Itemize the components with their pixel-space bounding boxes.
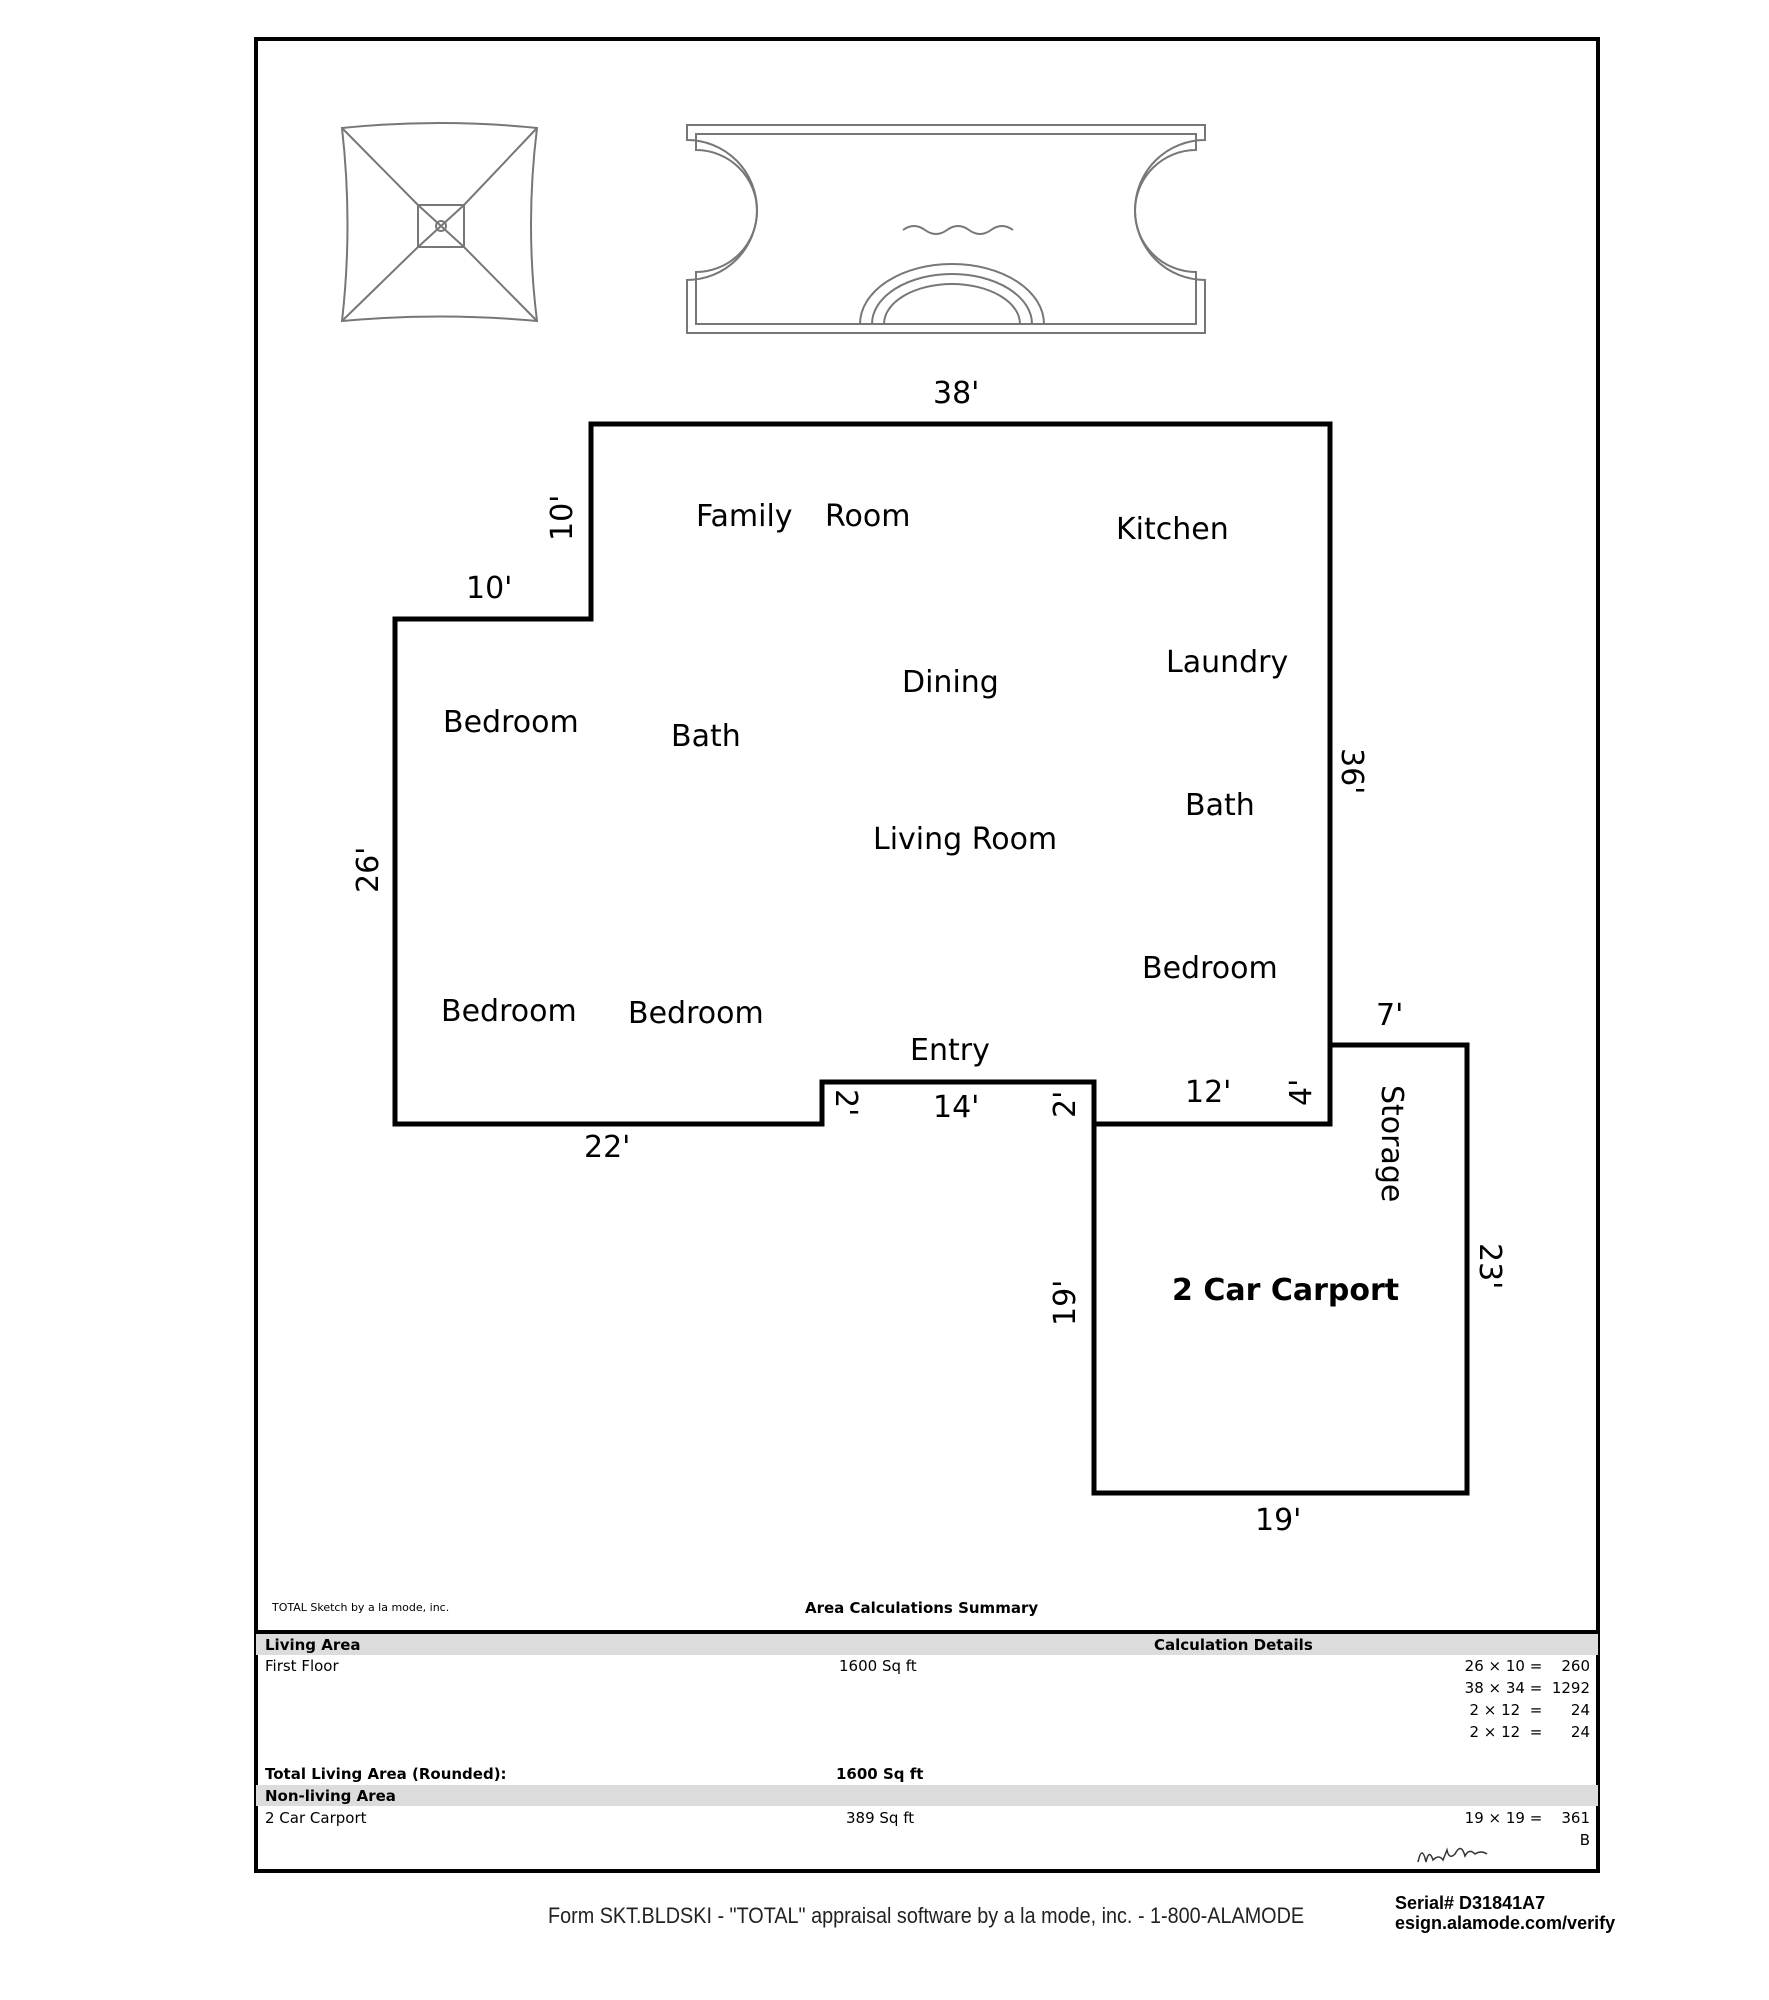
total-living-row	[256, 1763, 1598, 1784]
dimension-left-upper-horizontal: 10'	[466, 571, 513, 606]
page-border	[256, 39, 1598, 1871]
room-label-family: Family	[696, 499, 793, 534]
room-label-kitchen: Kitchen	[1116, 512, 1229, 547]
living-area-label: Living Area	[265, 1636, 361, 1654]
calc-line: 2 × 12 = 24	[1469, 1701, 1590, 1719]
dimension-carport-left: 19'	[1048, 1279, 1083, 1326]
total-living-value: 1600 Sq ft	[836, 1765, 924, 1783]
calc-line: 26 × 10 = 260	[1464, 1657, 1590, 1675]
dimension-small-vertical: 4'	[1284, 1078, 1319, 1106]
first-floor-value: 1600 Sq ft	[839, 1657, 917, 1675]
first-floor-row	[256, 1655, 1598, 1676]
non-living-label: Non-living Area	[265, 1787, 396, 1805]
room-label-living-room: Living Room	[873, 822, 1058, 857]
room-label-bedroom-left-top: Bedroom	[443, 705, 579, 740]
room-label-dining: Dining	[902, 665, 999, 700]
swimming-pool-icon	[687, 125, 1205, 333]
living-area-header-row	[256, 1634, 1598, 1655]
calc-line: 2 × 12 = 24	[1469, 1723, 1590, 1741]
dimension-bottom-left: 22'	[584, 1130, 631, 1165]
brand-small-text: TOTAL Sketch by a la mode, inc.	[272, 1601, 450, 1614]
footer-form-text: Form SKT.BLDSKI - "TOTAL" appraisal software by a la mode, inc. - 1-800-ALAMODE	[548, 1903, 1305, 1928]
carport-calc-line: 19 × 19 = 361	[1464, 1809, 1590, 1827]
dimension-notch-right: 2'	[1048, 1090, 1083, 1118]
carport-calc-partial: B	[1579, 1831, 1590, 1849]
carport-area-label: 2 Car Carport	[265, 1809, 367, 1827]
gazebo-roof-icon	[342, 123, 537, 321]
verify-link[interactable]: esign.alamode.com/verify	[1395, 1913, 1616, 1933]
room-label-room: Room	[825, 499, 911, 534]
room-label-bedroom-right: Bedroom	[1142, 951, 1278, 986]
room-label-bedroom-left-bottom: Bedroom	[441, 994, 577, 1029]
dimension-left: 26'	[351, 846, 386, 893]
dimension-bottom-right: 12'	[1185, 1075, 1232, 1110]
dimension-carport-right: 23'	[1472, 1243, 1507, 1290]
room-label-bath-left: Bath	[671, 719, 741, 754]
non-living-header-row	[256, 1785, 1598, 1806]
calc-details-label: Calculation Details	[1154, 1636, 1313, 1654]
room-label-bedroom-center-bottom: Bedroom	[628, 996, 764, 1031]
first-floor-label: First Floor	[265, 1657, 339, 1675]
total-living-label: Total Living Area (Rounded):	[265, 1765, 507, 1783]
serial-block	[1395, 1893, 1615, 1933]
calc-line: 38 × 34 = 1292	[1464, 1679, 1590, 1697]
dimension-right: 36'	[1334, 748, 1369, 795]
room-label-bath-right: Bath	[1185, 788, 1255, 823]
dimension-left-upper-vertical: 10'	[545, 494, 580, 541]
dimension-notch-left: 2'	[828, 1089, 863, 1117]
room-label-entry: Entry	[910, 1033, 990, 1068]
dimension-carport-bottom: 19'	[1255, 1503, 1302, 1538]
dimension-storage-top: 7'	[1376, 998, 1404, 1033]
dimension-top: 38'	[933, 376, 980, 411]
room-label-storage: Storage	[1374, 1085, 1409, 1203]
summary-title: Area Calculations Summary	[805, 1599, 1039, 1617]
room-label-laundry: Laundry	[1166, 645, 1289, 680]
dimension-notch-bottom: 14'	[933, 1090, 980, 1125]
room-label-carport: 2 Car Carport	[1172, 1273, 1400, 1308]
carport-outline	[1094, 1045, 1467, 1493]
area-summary-table	[256, 1632, 1598, 1871]
carport-area-value: 389 Sq ft	[846, 1809, 915, 1827]
serial-number: Serial# D31841A7	[1395, 1893, 1546, 1913]
carport-row	[256, 1807, 1598, 1828]
